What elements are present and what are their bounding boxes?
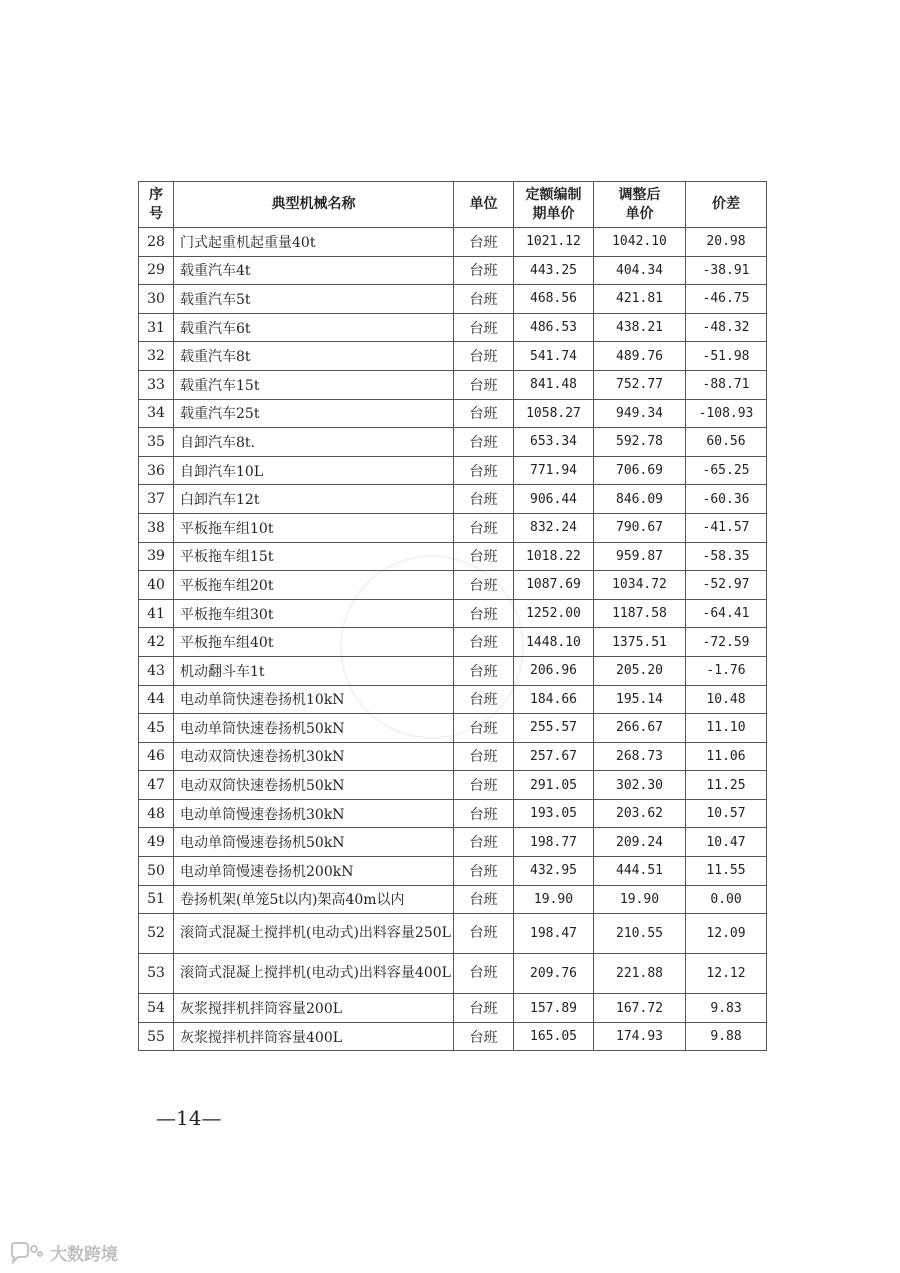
cell-machine-name: 电动单筒快速卷扬机50kN [174,714,454,743]
table-row [139,513,767,542]
cell-index: 31 [139,313,174,342]
table-row [139,771,767,800]
cell-index: 46 [139,742,174,771]
page-number: —14— [156,1106,222,1130]
cell-adjusted-price: 209.24 [594,828,686,857]
cell-quota-price: 1252.00 [514,599,594,628]
cell-machine-name: 载重汽车25t [174,399,454,428]
cell-price-diff: 10.57 [686,799,767,828]
cell-unit: 台班 [454,742,514,771]
table-row [139,799,767,828]
cell-machine-name: 载重汽车6t [174,313,454,342]
cell-index: 33 [139,370,174,399]
cell-quota-price: 541.74 [514,342,594,371]
cell-machine-name: 平板拖车组40t [174,628,454,657]
cell-index: 35 [139,428,174,457]
cell-quota-price: 1021.12 [514,228,594,257]
cell-price-diff: -64.41 [686,599,767,628]
cell-unit: 台班 [454,513,514,542]
cell-machine-name: 载重汽车4t [174,256,454,285]
cell-index: 55 [139,1022,174,1051]
cell-unit: 台班 [454,285,514,314]
cell-unit: 台班 [454,685,514,714]
cell-index: 32 [139,342,174,371]
cell-unit: 台班 [454,799,514,828]
header-quota-line-1: 定额编制 [525,186,582,203]
cell-machine-name: 电动双筒快速卷扬机50kN [174,771,454,800]
table-row [139,599,767,628]
cell-unit: 台班 [454,1022,514,1051]
cell-machine-name: 滚筒式混凝上搅拌机(电动式)出料容量400L [174,954,454,994]
machinery-price-table-wrapper [138,181,766,1051]
cell-adjusted-price: 404.34 [594,256,686,285]
table-row [139,285,767,314]
cell-quota-price: 443.25 [514,256,594,285]
cell-index: 29 [139,256,174,285]
cell-quota-price: 432.95 [514,857,594,886]
cell-quota-price: 468.56 [514,285,594,314]
cell-quota-price: 771.94 [514,456,594,485]
cell-price-diff: -58.35 [686,542,767,571]
cell-quota-price: 198.77 [514,828,594,857]
table-row [139,656,767,685]
table-row [139,714,767,743]
cell-price-diff: -51.98 [686,342,767,371]
header-quota-price [514,182,594,228]
watermark-text: 大数跨境 [50,1245,118,1265]
cell-price-diff: 12.12 [686,954,767,994]
cell-adjusted-price: 19.90 [594,885,686,914]
cell-price-diff: -1.76 [686,656,767,685]
cell-price-diff: -52.97 [686,571,767,600]
cell-price-diff: -46.75 [686,285,767,314]
table-row [139,742,767,771]
cell-index: 41 [139,599,174,628]
cell-quota-price: 198.47 [514,914,594,954]
cell-machine-name: 机动翻斗车1t [174,656,454,685]
cell-price-diff: -108.93 [686,399,767,428]
cell-index: 54 [139,994,174,1023]
speech-bubble-logo-icon [8,1242,44,1264]
cell-adjusted-price: 438.21 [594,313,686,342]
cell-unit: 台班 [454,628,514,657]
cell-quota-price: 841.48 [514,370,594,399]
table-row [139,1022,767,1051]
cell-adjusted-price: 421.81 [594,285,686,314]
table-row [139,954,767,994]
cell-adjusted-price: 790.67 [594,513,686,542]
cell-adjusted-price: 1034.72 [594,571,686,600]
cell-quota-price: 1448.10 [514,628,594,657]
cell-adjusted-price: 592.78 [594,428,686,457]
cell-machine-name: 自卸汽车10L [174,456,454,485]
table-row [139,914,767,954]
cell-quota-price: 486.53 [514,313,594,342]
cell-price-diff: -65.25 [686,456,767,485]
cell-machine-name: 载重汽车15t [174,370,454,399]
table-row [139,399,767,428]
cell-price-diff: 11.06 [686,742,767,771]
table-row [139,342,767,371]
cell-machine-name: 灰浆搅拌机拌筒容量400L [174,1022,454,1051]
cell-unit: 台班 [454,256,514,285]
cell-index: 51 [139,885,174,914]
cell-unit: 台班 [454,771,514,800]
table-header-row [139,182,767,228]
header-adjusted-line-2: 单价 [625,205,654,222]
cell-adjusted-price: 752.77 [594,370,686,399]
cell-quota-price: 184.66 [514,685,594,714]
cell-machine-name: 电动单筒慢速卷扬机30kN [174,799,454,828]
table-body [139,228,767,1051]
header-index-char-2: 号 [149,205,163,222]
cell-adjusted-price: 949.34 [594,399,686,428]
cell-adjusted-price: 1187.58 [594,599,686,628]
cell-machine-name: 载重汽车8t [174,342,454,371]
cell-index: 43 [139,656,174,685]
cell-adjusted-price: 221.88 [594,954,686,994]
cell-price-diff: 60.56 [686,428,767,457]
cell-machine-name: 滚筒式混凝土搅拌机(电动式)出料容量250L [174,914,454,954]
cell-quota-price: 832.24 [514,513,594,542]
cell-index: 36 [139,456,174,485]
cell-index: 28 [139,228,174,257]
cell-index: 49 [139,828,174,857]
cell-adjusted-price: 1375.51 [594,628,686,657]
table-row [139,542,767,571]
cell-price-diff: -48.32 [686,313,767,342]
cell-index: 48 [139,799,174,828]
cell-quota-price: 157.89 [514,994,594,1023]
cell-index: 40 [139,571,174,600]
cell-adjusted-price: 444.51 [594,857,686,886]
cell-price-diff: 11.10 [686,714,767,743]
cell-machine-name: 卷扬机架(单笼5t以内)架高40m以内 [174,885,454,914]
cell-unit: 台班 [454,370,514,399]
table-row [139,428,767,457]
cell-adjusted-price: 167.72 [594,994,686,1023]
cell-quota-price: 257.67 [514,742,594,771]
table-row [139,994,767,1023]
cell-machine-name: 电动单筒慢速卷扬机50kN [174,828,454,857]
table-row [139,885,767,914]
cell-adjusted-price: 706.69 [594,456,686,485]
cell-unit: 台班 [454,342,514,371]
header-quota-line-2: 期单价 [532,205,575,222]
cell-index: 44 [139,685,174,714]
cell-adjusted-price: 203.62 [594,799,686,828]
cell-index: 50 [139,857,174,886]
cell-price-diff: 9.83 [686,994,767,1023]
table-row [139,828,767,857]
cell-quota-price: 653.34 [514,428,594,457]
table-row [139,571,767,600]
cell-quota-price: 193.05 [514,799,594,828]
cell-index: 38 [139,513,174,542]
cell-machine-name: 平板拖车组10t [174,513,454,542]
cell-adjusted-price: 959.87 [594,542,686,571]
cell-quota-price: 906.44 [514,485,594,514]
cell-machine-name: 门式起重机起重量40t [174,228,454,257]
cell-price-diff: -72.59 [686,628,767,657]
cell-adjusted-price: 302.30 [594,771,686,800]
header-adjusted-price [594,182,686,228]
table-row [139,628,767,657]
table-row [139,370,767,399]
cell-machine-name: 白卸汽车12t [174,485,454,514]
cell-price-diff: -60.36 [686,485,767,514]
cell-adjusted-price: 205.20 [594,656,686,685]
header-unit: 单位 [454,182,514,228]
cell-unit: 台班 [454,656,514,685]
cell-price-diff: -38.91 [686,256,767,285]
cell-price-diff: 11.55 [686,857,767,886]
table-row [139,228,767,257]
cell-price-diff: 10.47 [686,828,767,857]
cell-quota-price: 1058.27 [514,399,594,428]
cell-unit: 台班 [454,994,514,1023]
cell-index: 47 [139,771,174,800]
cell-index: 30 [139,285,174,314]
cell-machine-name: 平板拖车组30t [174,599,454,628]
cell-machine-name: 电动单筒快速卷扬机10kN [174,685,454,714]
cell-price-diff: 9.88 [686,1022,767,1051]
cell-quota-price: 255.57 [514,714,594,743]
cell-price-diff: -88.71 [686,370,767,399]
cell-unit: 台班 [454,914,514,954]
cell-unit: 台班 [454,428,514,457]
cell-unit: 台班 [454,542,514,571]
cell-quota-price: 1087.69 [514,571,594,600]
table-row [139,256,767,285]
header-adjusted-line-1: 调整后 [618,186,661,203]
cell-index: 45 [139,714,174,743]
header-name: 典型机械名称 [174,182,454,228]
cell-unit: 台班 [454,456,514,485]
cell-adjusted-price: 174.93 [594,1022,686,1051]
cell-adjusted-price: 266.67 [594,714,686,743]
table-row [139,485,767,514]
cell-quota-price: 291.05 [514,771,594,800]
cell-unit: 台班 [454,954,514,994]
cell-adjusted-price: 489.76 [594,342,686,371]
cell-price-diff: -41.57 [686,513,767,542]
cell-quota-price: 19.90 [514,885,594,914]
cell-index: 34 [139,399,174,428]
cell-index: 37 [139,485,174,514]
cell-unit: 台班 [454,399,514,428]
cell-machine-name: 平板拖车组15t [174,542,454,571]
table-row [139,313,767,342]
cell-price-diff: 0.00 [686,885,767,914]
cell-unit: 台班 [454,857,514,886]
cell-unit: 台班 [454,599,514,628]
table-row [139,685,767,714]
cell-machine-name: 平板拖车组20t [174,571,454,600]
cell-unit: 台班 [454,571,514,600]
cell-machine-name: 灰浆搅拌机拌筒容量200L [174,994,454,1023]
watermark [8,1240,118,1265]
cell-price-diff: 11.25 [686,771,767,800]
cell-index: 52 [139,914,174,954]
cell-index: 42 [139,628,174,657]
header-diff: 价差 [686,182,767,228]
cell-quota-price: 209.76 [514,954,594,994]
cell-adjusted-price: 195.14 [594,685,686,714]
cell-adjusted-price: 846.09 [594,485,686,514]
cell-unit: 台班 [454,714,514,743]
header-index-char-1: 序 [149,186,163,203]
cell-machine-name: 电动单筒慢速卷扬机200kN [174,857,454,886]
cell-price-diff: 12.09 [686,914,767,954]
cell-unit: 台班 [454,228,514,257]
cell-unit: 台班 [454,885,514,914]
cell-unit: 台班 [454,313,514,342]
cell-unit: 台班 [454,828,514,857]
cell-adjusted-price: 210.55 [594,914,686,954]
cell-machine-name: 电动双筒快速卷扬机30kN [174,742,454,771]
cell-index: 39 [139,542,174,571]
machinery-price-table [138,181,767,1051]
cell-machine-name: 载重汽车5t [174,285,454,314]
cell-adjusted-price: 268.73 [594,742,686,771]
cell-index: 53 [139,954,174,994]
header-index [139,182,174,228]
cell-unit: 台班 [454,485,514,514]
table-row [139,456,767,485]
cell-quota-price: 165.05 [514,1022,594,1051]
cell-price-diff: 10.48 [686,685,767,714]
cell-adjusted-price: 1042.10 [594,228,686,257]
cell-machine-name: 自卸汽车8t. [174,428,454,457]
table-row [139,857,767,886]
cell-quota-price: 206.96 [514,656,594,685]
cell-price-diff: 20.98 [686,228,767,257]
cell-quota-price: 1018.22 [514,542,594,571]
